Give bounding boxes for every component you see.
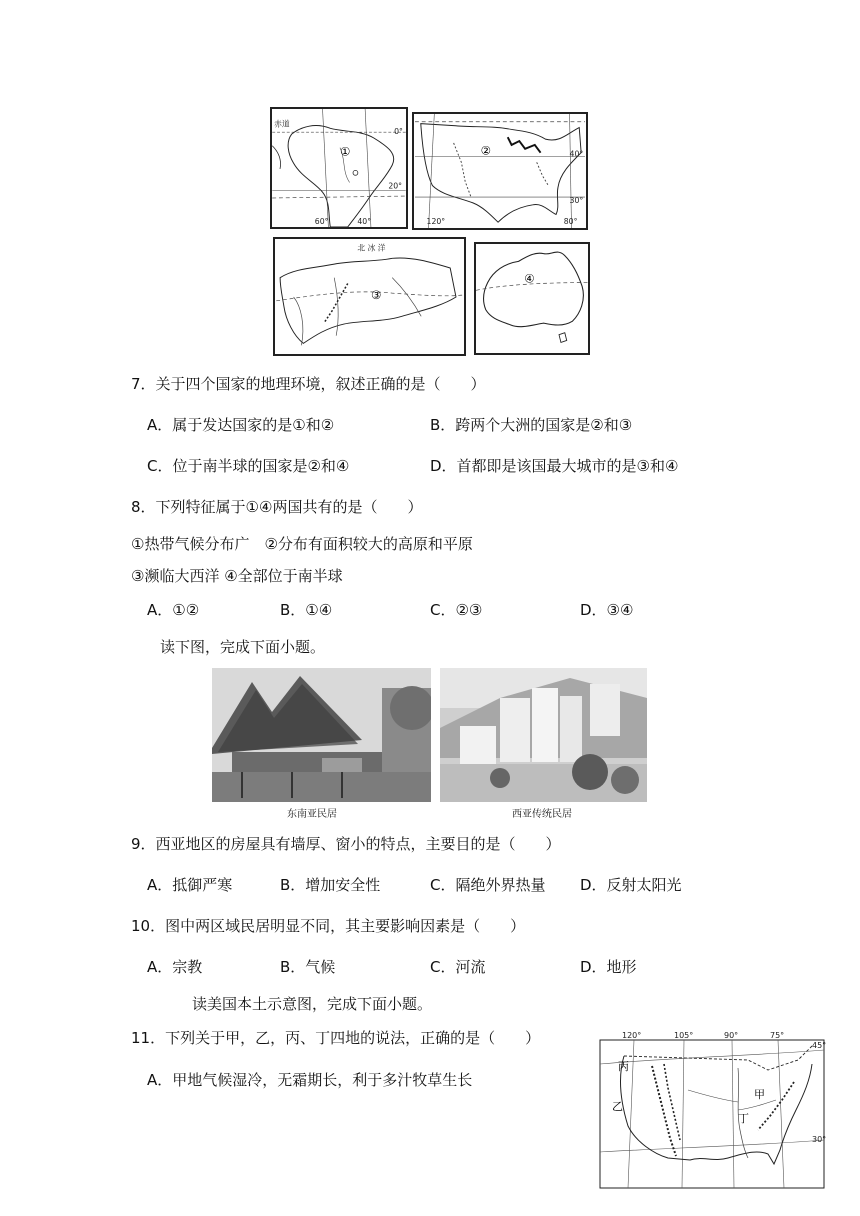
map-australia (474, 242, 590, 355)
russia-outline (275, 239, 464, 354)
q11-option-a[interactable]: A．甲地气候湿冷，无霜期长，利于多汁牧草生长 (147, 1071, 473, 1089)
map4-number: ④ (524, 271, 535, 286)
q8-option-b[interactable]: B．①④ (280, 601, 333, 619)
usmap-label-ding: 丁 (738, 1112, 749, 1125)
intro-read-figure: 读下图，完成下面小题。 (160, 638, 326, 656)
map1-lat0: 0° (394, 127, 403, 137)
q9-option-c[interactable]: C．隔绝外界热量 (430, 876, 546, 894)
q11-stem: 11．下列关于甲，乙，丙、丁四地的说法，正确的是（ ） (131, 1029, 541, 1047)
q10-option-a[interactable]: A．宗教 (147, 958, 203, 976)
usmap-lon105: 105° (674, 1031, 694, 1040)
map1-equator-label: 赤道 (274, 119, 290, 129)
map2-lon120: 120° (426, 217, 446, 227)
q8-option-a[interactable]: A．①② (147, 601, 200, 619)
usa-mainland-outline (598, 1030, 830, 1190)
usmap-lon90: 90° (724, 1031, 739, 1040)
q8-option-c[interactable]: C．②③ (430, 601, 483, 619)
q8-stem: 8．下列特征属于①④两国共有的是（ ） (131, 498, 423, 516)
caption-southeast-asia-house: 东南亚民居 (287, 809, 337, 820)
map1-lon60: 60° (314, 217, 329, 227)
caption-west-asia-house: 西亚传统民居 (512, 809, 572, 820)
map-south-america (270, 107, 408, 229)
q10-option-b[interactable]: B．气候 (280, 958, 336, 976)
q7-option-b[interactable]: B．跨两个大洲的国家是②和③ (430, 416, 633, 434)
stilt-house-image (212, 668, 431, 802)
q7-option-a[interactable]: A．属于发达国家的是①和② (147, 416, 335, 434)
map1-lat20: 20° (388, 181, 403, 191)
photo-southeast-asia-house (212, 668, 431, 802)
map2-lat40: 40° (569, 149, 584, 159)
south-america-outline (272, 109, 406, 227)
q9-option-a[interactable]: A．抵御严寒 (147, 876, 233, 894)
usmap-label-jia: 甲 (754, 1088, 765, 1101)
q8-statements-line1: ①热带气候分布广 ②分布有面积较大的高原和平原 (131, 535, 473, 553)
map2-number: ② (480, 143, 492, 158)
usmap-lon120: 120° (622, 1031, 642, 1040)
q10-stem: 10．图中两区域民居明显不同，其主要影响因素是（ ） (131, 917, 526, 935)
map1-lon40: 40° (357, 217, 372, 227)
usmap-lat45: 45° (812, 1041, 827, 1050)
q10-option-d[interactable]: D．地形 (580, 958, 637, 976)
map-usa (412, 112, 588, 230)
australia-outline (476, 244, 588, 353)
map-russia (273, 237, 466, 356)
q7-option-d[interactable]: D．首都即是该国最大城市的是③和④ (430, 457, 679, 475)
usmap-lat30: 30° (812, 1135, 827, 1144)
photo-west-asia-house (440, 668, 647, 802)
q7-option-c[interactable]: C．位于南半球的国家是②和④ (147, 457, 350, 475)
map-usa-mainland (598, 1030, 830, 1190)
usmap-label-bing: 丙 (618, 1060, 629, 1073)
west-asia-house-image (440, 668, 647, 802)
q9-option-b[interactable]: B．增加安全性 (280, 876, 381, 894)
usa-outline (414, 114, 586, 228)
q8-statements-line2: ③濒临大西洋 ④全部位于南半球 (131, 567, 343, 585)
map2-lon80: 80° (563, 217, 578, 227)
intro-usa-map: 读美国本土示意图，完成下面小题。 (192, 995, 433, 1013)
q7-stem: 7．关于四个国家的地理环境，叙述正确的是（ ） (131, 375, 486, 393)
usmap-lon75: 75° (770, 1031, 785, 1040)
map3-ocean-label: 北 冰 洋 (357, 243, 386, 253)
usmap-label-yi: 乙 (612, 1100, 623, 1113)
q10-option-c[interactable]: C．河流 (430, 958, 486, 976)
map3-number: ③ (370, 287, 382, 302)
q9-stem: 9．西亚地区的房屋具有墙厚、窗小的特点，主要目的是（ ） (131, 835, 561, 853)
map1-number: ① (339, 144, 351, 159)
q8-option-d[interactable]: D．③④ (580, 601, 634, 619)
q9-option-d[interactable]: D．反射太阳光 (580, 876, 682, 894)
map2-lat30: 30° (569, 195, 584, 205)
